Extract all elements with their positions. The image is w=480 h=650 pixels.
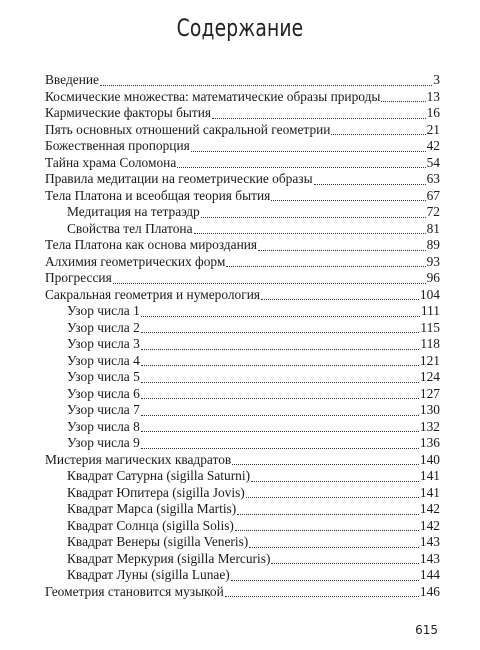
- toc-entry: [45, 89, 440, 106]
- toc-entry: [45, 254, 440, 271]
- toc-entry-page: 130: [419, 402, 440, 417]
- dot-leader: [194, 232, 426, 234]
- toc-entry-page: 121: [419, 352, 440, 368]
- dot-leader: [258, 249, 426, 251]
- page-number: 615: [415, 623, 438, 637]
- toc-entry-label: Мистерия магических квадратов: [45, 451, 232, 467]
- toc-entry-label: Введение: [45, 72, 99, 87]
- toc-entry-page: 81: [426, 220, 440, 236]
- toc-entry-label: Тайна храма Соломона: [45, 154, 177, 170]
- dot-leader: [141, 447, 419, 449]
- dot-leader: [212, 117, 426, 119]
- toc-entry-label: Квадрат Юпитера (sigilla Jovis): [67, 484, 245, 500]
- dot-leader: [237, 513, 419, 515]
- dot-leader: [141, 315, 420, 317]
- toc-entry-page: 142: [419, 517, 440, 533]
- toc-entry-page: 96: [426, 270, 440, 285]
- toc-entry-page: 141: [419, 468, 440, 483]
- dot-leader: [225, 595, 419, 597]
- toc-entry: [45, 419, 440, 436]
- toc-entry-page: 89: [426, 237, 440, 252]
- dot-leader: [251, 480, 419, 482]
- toc-entry-page: 63: [426, 171, 440, 186]
- dot-leader: [226, 265, 425, 267]
- toc-entry-label: Прогрессия: [45, 270, 112, 285]
- toc-entry-page: 136: [419, 435, 440, 450]
- toc-entry-label: Квадрат Меркурия (sigilla Mercuris): [67, 550, 271, 566]
- toc-entry: [45, 567, 440, 584]
- dot-leader: [100, 84, 432, 86]
- toc-entry: [45, 188, 440, 205]
- toc-entry-page: 144: [419, 567, 440, 582]
- toc-entry-page: 93: [426, 253, 440, 269]
- toc-entry-page: 143: [419, 534, 440, 549]
- toc-entry-label: Узор числа 7: [67, 402, 140, 417]
- dot-leader: [141, 364, 419, 366]
- dot-leader: [231, 579, 419, 581]
- toc-entry-label: Медитация на тетраэдр: [67, 204, 200, 219]
- toc-entry-page: 124: [419, 369, 440, 384]
- toc-entry: [45, 320, 440, 337]
- toc-entry-page: 146: [419, 583, 440, 599]
- toc-entry: [45, 237, 440, 254]
- toc-entry: [45, 534, 440, 551]
- toc-entry-label: Квадрат Сатурна (sigilla Saturni): [67, 468, 251, 483]
- toc-entry-label: Квадрат Марса (sigilla Martis): [67, 501, 237, 516]
- toc-entry-label: Кармические факторы бытия: [45, 105, 212, 120]
- toc-entry: [45, 501, 440, 518]
- toc-entry-label: Квадрат Солнца (sigilla Solis): [67, 517, 234, 533]
- toc-entry: [45, 551, 440, 568]
- toc-entry-label: Правила медитации на геометрические образы: [45, 171, 313, 186]
- toc-entry: [45, 171, 440, 188]
- dot-leader: [249, 546, 419, 548]
- toc-entry-page: 142: [419, 501, 440, 516]
- toc-entry-page: 42: [426, 138, 440, 153]
- toc-entry-label: Узор числа 1: [67, 303, 140, 318]
- toc-entry-label: Пять основных отношений сакральной геометрии: [45, 121, 331, 137]
- toc-entry: [45, 105, 440, 122]
- table-of-contents: [45, 72, 440, 600]
- toc-entry-label: Узор числа 6: [67, 385, 140, 401]
- toc-entry: [45, 122, 440, 139]
- toc-entry: [45, 386, 440, 403]
- toc-entry-label: Узор числа 2: [67, 319, 140, 335]
- dot-leader: [141, 381, 419, 383]
- dot-leader: [201, 216, 426, 218]
- toc-entry: [45, 287, 440, 304]
- toc-entry-page: 16: [426, 105, 440, 120]
- toc-entry-page: 111: [420, 303, 440, 318]
- toc-entry-label: Божественная пропорция: [45, 138, 190, 153]
- toc-entry: [45, 138, 440, 155]
- toc-entry-label: Узор числа 8: [67, 418, 140, 434]
- toc-entry-label: Геометрия становится музыкой: [45, 583, 224, 599]
- dot-leader: [261, 298, 419, 300]
- toc-entry: [45, 155, 440, 172]
- toc-entry-page: 140: [419, 451, 440, 467]
- toc-entry: [45, 353, 440, 370]
- toc-entry-page: 21: [426, 121, 440, 137]
- dot-leader: [314, 183, 426, 185]
- toc-entry-page: 143: [419, 550, 440, 566]
- toc-entry: [45, 485, 440, 502]
- toc-entry-label: Космические множества: математические образы природы: [45, 88, 381, 104]
- toc-entry-label: Узор числа 3: [67, 336, 140, 351]
- toc-entry-label: Сакральная геометрия и нумерология: [45, 286, 261, 302]
- toc-entry: [45, 303, 440, 320]
- dot-leader: [271, 199, 425, 201]
- toc-entry-page: 67: [426, 187, 440, 203]
- toc-entry-label: Квадрат Луны (sigilla Lunae): [67, 567, 230, 582]
- toc-entry-page: 127: [419, 385, 440, 401]
- toc-entry: [45, 336, 440, 353]
- dot-leader: [271, 562, 418, 564]
- dot-leader: [191, 150, 426, 152]
- toc-entry: [45, 468, 440, 485]
- dot-leader: [141, 331, 420, 333]
- page-title: Содержание: [176, 14, 304, 42]
- toc-entry-label: Алхимия геометрических форм: [45, 253, 226, 269]
- toc-entry: [45, 72, 440, 89]
- toc-entry-page: 54: [426, 154, 440, 170]
- toc-entry-page: 115: [420, 319, 440, 335]
- toc-entry: [45, 452, 440, 469]
- toc-entry: [45, 435, 440, 452]
- toc-entry: [45, 369, 440, 386]
- toc-entry: [45, 204, 440, 221]
- dot-leader: [381, 100, 425, 102]
- toc-entry-label: Тела Платона и всеобщая теория бытия: [45, 187, 271, 203]
- toc-entry-label: Узор числа 5: [67, 369, 140, 384]
- dot-leader: [177, 166, 425, 168]
- toc-entry: [45, 221, 440, 238]
- toc-entry-page: 132: [419, 418, 440, 434]
- toc-entry: [45, 402, 440, 419]
- dot-leader: [331, 133, 425, 135]
- toc-entry-page: 13: [426, 88, 440, 104]
- toc-entry-page: 141: [419, 484, 440, 500]
- toc-entry-label: Узор числа 9: [67, 435, 140, 450]
- toc-entry-label: Свойства тел Платона: [67, 220, 193, 236]
- toc-entry: [45, 584, 440, 601]
- toc-entry-page: 3: [433, 72, 440, 87]
- dot-leader: [113, 282, 426, 284]
- toc-entry: [45, 270, 440, 287]
- toc-entry-label: Узор числа 4: [67, 352, 140, 368]
- dot-leader: [141, 397, 419, 399]
- dot-leader: [141, 430, 419, 432]
- dot-leader: [141, 348, 420, 350]
- dot-leader: [232, 463, 419, 465]
- toc-entry-label: Квадрат Венеры (sigilla Veneris): [67, 534, 249, 549]
- dot-leader: [235, 529, 419, 531]
- toc-entry-page: 72: [426, 204, 440, 219]
- toc-entry: [45, 518, 440, 535]
- toc-entry-page: 118: [420, 336, 440, 351]
- dot-leader: [246, 496, 419, 498]
- toc-entry-page: 104: [419, 286, 440, 302]
- toc-entry-label: Тела Платона как основа мироздания: [45, 237, 258, 252]
- dot-leader: [141, 414, 419, 416]
